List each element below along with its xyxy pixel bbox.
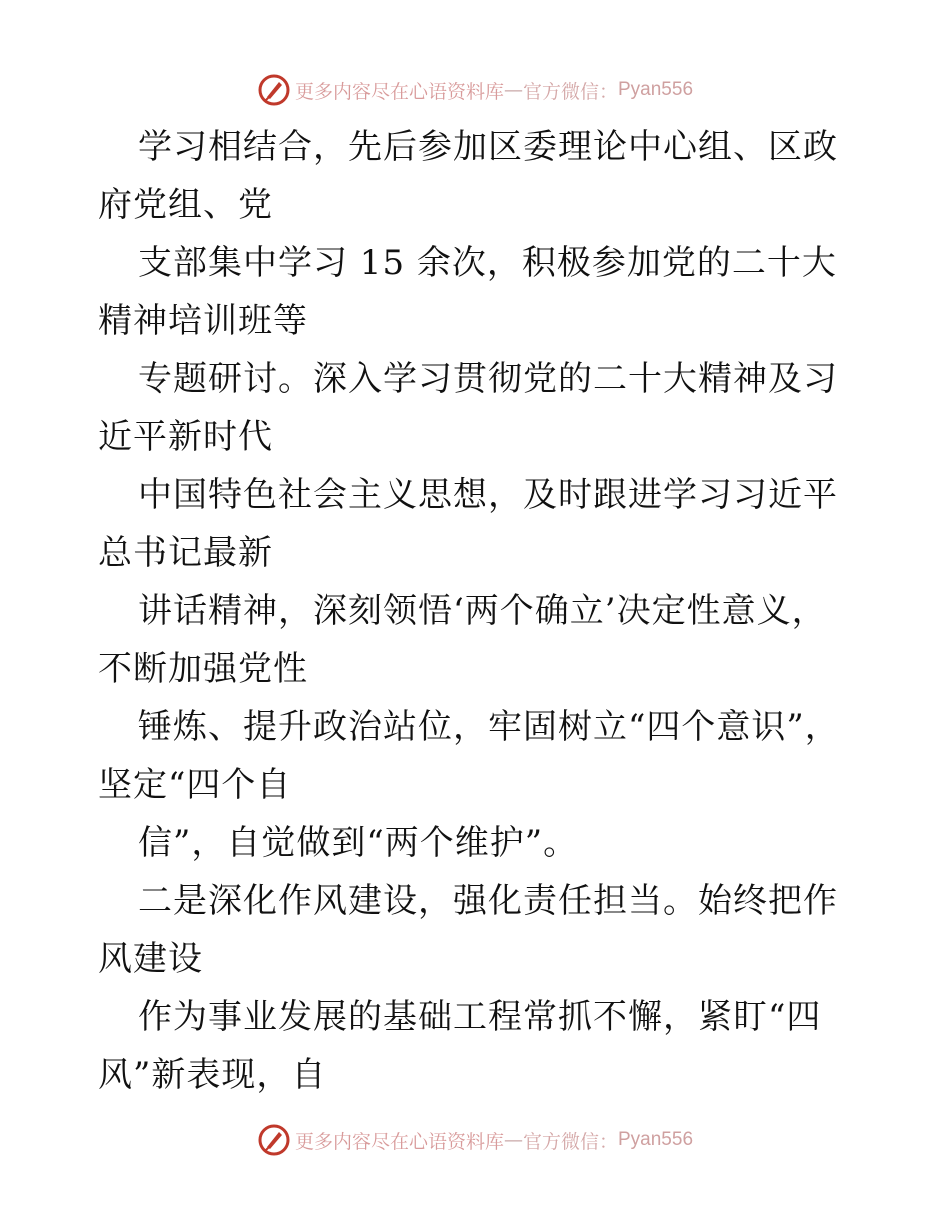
watermark-account: Pyan556 — [618, 79, 694, 100]
paragraph: 讲话精神，深刻领悟‘两个确立’决定性意义，不断加强党性 — [98, 591, 827, 689]
footer-watermark — [0, 1120, 950, 1160]
watermark-wechat-label: 官方微信： — [522, 1130, 618, 1153]
watermark-wechat-label: 官方微信： — [522, 80, 618, 103]
paragraph: 支部集中学习 15 余次，积极参加党的二十大精神培训班等 — [98, 243, 837, 341]
paragraph: 作为事业发展的基础工程常抓不懈，紧盯“四风”新表现，自 — [98, 997, 822, 1095]
paragraph: 学习相结合，先后参加区委理论中心组、区政府党组、党 — [98, 127, 838, 225]
pen-logo-icon — [257, 1123, 291, 1157]
watermark-account: Pyan556 — [618, 1129, 694, 1150]
watermark-site-text: 更多内容尽在心语资料库 — [294, 1130, 504, 1153]
paragraph: 信”，自觉做到“两个维护”。 — [138, 823, 579, 863]
header-watermark — [0, 70, 950, 110]
watermark-separator: — — [503, 1129, 523, 1151]
paragraph: 锤炼、提升政治站位，牢固树立“四个意识”，坚定“四个自 — [98, 707, 840, 805]
document-body — [98, 118, 858, 1104]
paragraph: 专题研讨。深入学习贯彻党的二十大精神及习近平新时代 — [98, 359, 838, 457]
paragraph: 中国特色社会主义思想，及时跟进学习习近平总书记最新 — [98, 475, 838, 573]
watermark-separator: — — [503, 79, 523, 101]
watermark-site-text: 更多内容尽在心语资料库 — [294, 80, 504, 103]
pen-logo-icon — [257, 73, 291, 107]
paragraph: 二是深化作风建设，强化责任担当。始终把作风建设 — [98, 881, 838, 979]
